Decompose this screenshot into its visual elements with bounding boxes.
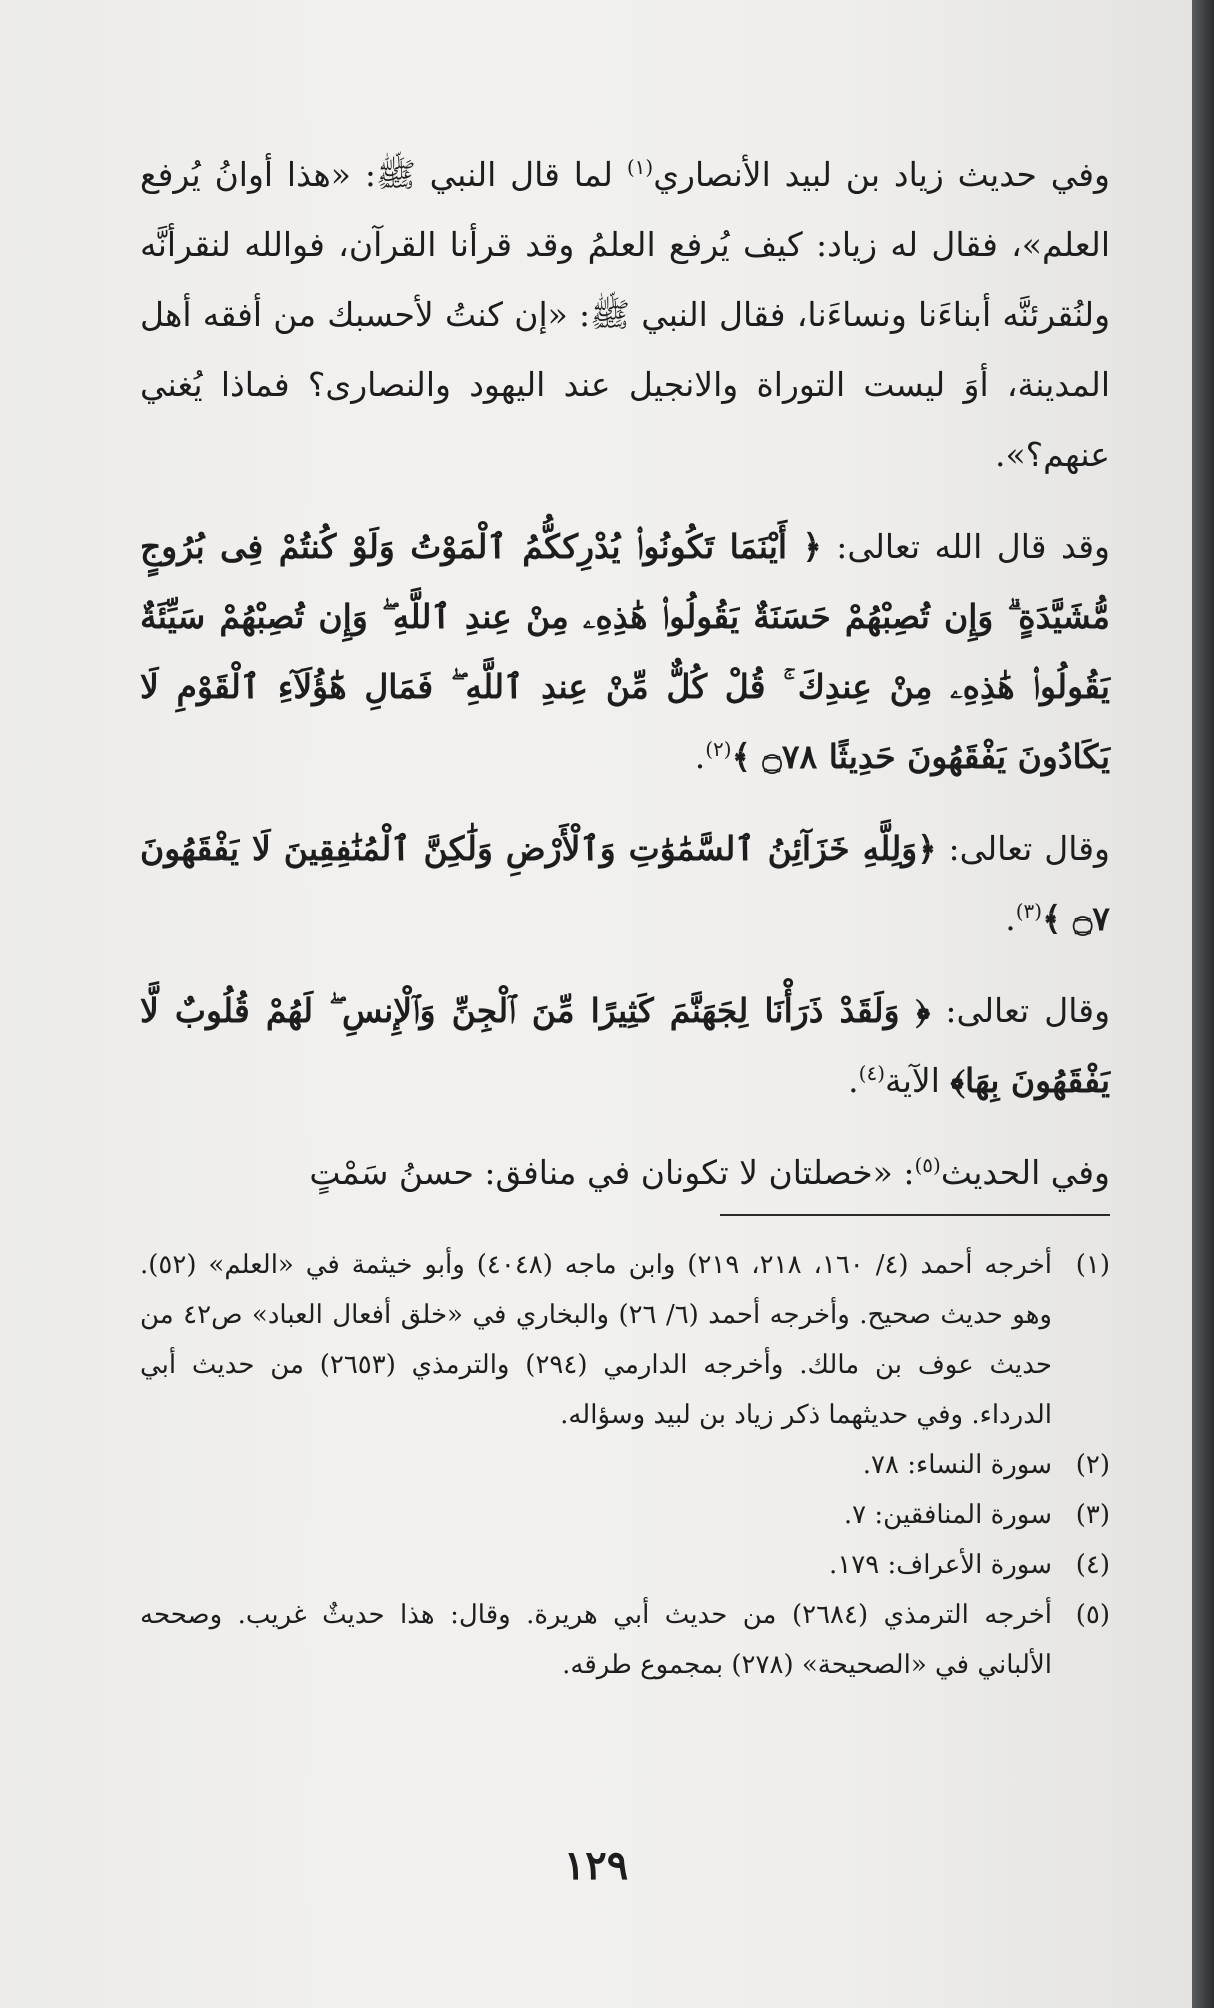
paragraph-text: وقال تعالى:	[930, 991, 1111, 1030]
footnote-2	[140, 1440, 1110, 1490]
footnote-number: (٥)	[1075, 1600, 1110, 1630]
footnote-number: (٣)	[1075, 1500, 1110, 1530]
paragraph-text: : «خصلتان لا تكونان في منافق: حسنُ سَمْتٍ	[309, 1153, 915, 1192]
quran-verse: ﴿وَلِلَّهِ خَزَآئِنُ ٱلسَّمَٰوَٰتِ وَٱلْأَرْضِ وَلَٰكِنَّ ٱلْمُنَٰفِقِينَ لَا يَفْقَهُونَ ۝٧ ﴾	[140, 829, 1110, 938]
footnote-ref-2: (٢)	[705, 737, 732, 761]
paragraph-1	[140, 140, 1110, 490]
footnote-number: (٢)	[1075, 1450, 1110, 1480]
page-number: ١٢٩	[563, 1842, 629, 1889]
paragraph-3	[140, 814, 1110, 954]
quran-verse: ﴿ أَيْنَمَا تَكُونُوا۟ يُدْرِككُّمُ ٱلْمَوْتُ وَلَوْ كُنتُمْ فِى بُرُوجٍ مُّشَيَّدَةٍ ۗ وَإِن تُصِبْهُمْ حَسَنَةٌ يَقُولُوا۟ هَٰذِهِۦ مِنْ عِندِ ٱللَّهِ ۖ وَإِن تُصِبْهُمْ سَيِّئَةٌ يَقُولُوا۟ هَٰذِهِۦ مِنْ عِندِكَ ۚ قُلْ كُلٌّ مِّنْ عِندِ ٱللَّهِ ۖ فَمَالِ هَٰٓؤُلَآءِ ٱلْقَوْمِ لَا يَكَادُونَ يَفْقَهُونَ حَدِيثًا ۝٧٨ ﴾	[140, 527, 1110, 776]
footnotes	[140, 1240, 1110, 1690]
footnote-5	[140, 1590, 1110, 1690]
footnote-text: أخرجه الترمذي (٢٦٨٤) من حديث أبي هريرة. وقال: هذا حديثٌ غريب. وصححه الألباني في «الصحيحة» (٢٧٨) بمجموع طرقه.	[140, 1600, 1052, 1680]
footnote-text: سورة الأعراف: ١٧٩.	[829, 1550, 1052, 1580]
paragraph-text: الآية	[885, 1061, 951, 1100]
paragraph-4	[140, 976, 1110, 1116]
paragraph-text: وقال تعالى:	[936, 829, 1110, 868]
paragraph-text: .	[694, 737, 706, 776]
paragraph-text: .	[848, 1061, 859, 1100]
paragraph-text: .	[1005, 899, 1016, 938]
footnote-number: (٤)	[1075, 1550, 1110, 1580]
main-text	[140, 140, 1110, 1230]
paragraph-2	[140, 512, 1110, 792]
paragraph-5	[140, 1138, 1110, 1208]
footnote-ref-1: (١)	[626, 155, 654, 179]
footnote-1	[140, 1240, 1110, 1440]
footnote-ref-3: (٣)	[1015, 899, 1043, 923]
footnote-number: (١)	[1075, 1250, 1110, 1280]
footnote-ref-5: (٥)	[914, 1153, 941, 1177]
quran-verse: ﴿ وَلَقَدْ ذَرَأْنَا لِجَهَنَّمَ كَثِيرًا مِّنَ ٱلْجِنِّ وَٱلْإِنسِ ۖ لَهُمْ قُلُوبٌ لَّا يَفْقَهُونَ بِهَا﴾	[140, 991, 1110, 1100]
paragraph-text: لما قال النبي ﷺ: «هذا أوانُ يُرفع العلم»، فقال له زياد: كيف يُرفع العلمُ وقد قرأنا القرآن، فوالله لنقرأنَّه ولنُقرئنَّه أبناءَنا ونساءَنا، فقال النبي ﷺ: «إن كنتُ لأحسبك من أفقه أهل المدينة، أوَ ليست التوراة والانجيل عند اليهود والنصارى؟ فماذا يُغني عنهم؟».	[140, 155, 1110, 474]
paragraph-text: وقد قال الله تعالى:	[821, 527, 1110, 566]
footnote-4	[140, 1540, 1110, 1590]
footnote-ref-4: (٤)	[858, 1061, 886, 1085]
footnote-text: سورة المنافقين: ٧.	[843, 1500, 1052, 1530]
paragraph-text: وفي حديث زياد بن لبيد الأنصاري	[653, 155, 1110, 194]
paragraph-text: وفي الحديث	[940, 1153, 1110, 1192]
footnote-text: أخرجه أحمد (٤/ ١٦٠، ٢١٨، ٢١٩) وابن ماجه (٤٠٤٨) وأبو خيثمة في «العلم» (٥٢). وهو حديث صحيح. وأخرجه أحمد (٦/ ٢٦) والبخاري في «خلق أفعال العباد» ص٤٢ من حديث عوف بن مالك. وأخرجه الدارمي (٢٩٤) والترمذي (٢٦٥٣) من حديث أبي الدرداء. وفي حديثهما ذكر زياد بن لبيد وسؤاله.	[140, 1250, 1053, 1430]
footnote-text: سورة النساء: ٧٨.	[862, 1450, 1052, 1480]
footnote-3	[140, 1490, 1110, 1540]
footnote-divider	[720, 1214, 1110, 1216]
book-spine-edge	[1192, 0, 1214, 2008]
